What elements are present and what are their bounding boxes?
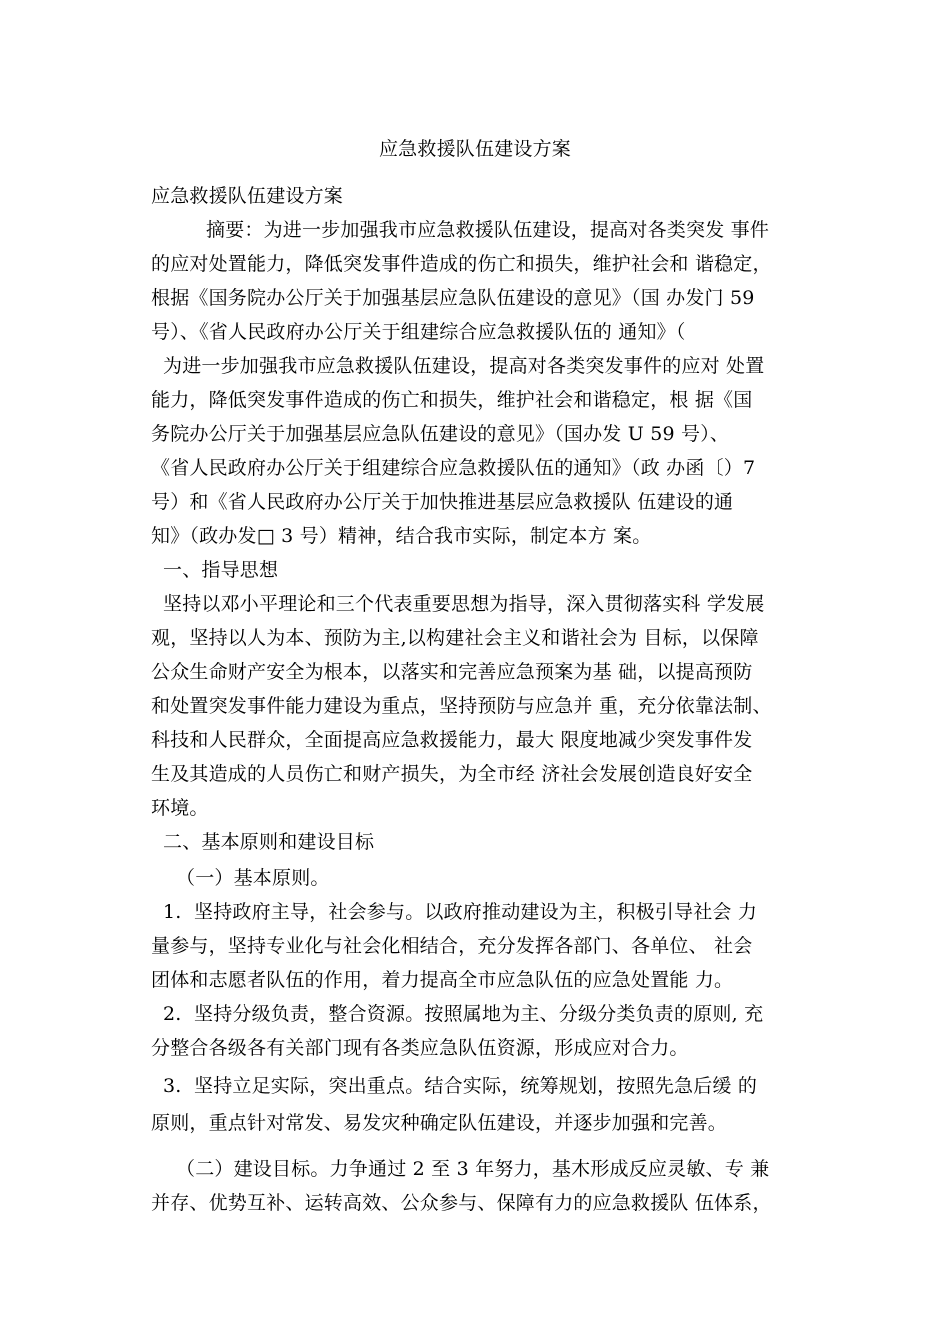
abstract-line: 号）、《省人民政府办公厅关于组建综合应急救援队伍的 通知》（ [151,321,686,343]
principle-line: 1. 坚持政府主导，社会参与。以政府推动建设为主，积极引导社会 力 [163,901,758,923]
body-line: 号）和《省人民政府办公厅关于加快推进基层应急救援队 伍建设的通 [151,491,734,513]
body-line: 生及其造成的人员伤亡和财产损失，为全市经 济社会发展创造良好安全 [151,763,753,785]
principle-line: 原则，重点针对常发、易发灾种确定队伍建设，并逐步加强和完善。 [151,1112,728,1134]
body-line: 务院办公厅关于加强基层应急队伍建设的意见》（国办发 U 59 号）、 [151,423,730,445]
section-heading: 二、基本原则和建设目标 [163,831,375,853]
abstract-line: 摘要：为进一步加强我市应急救援队伍建设，提高对各类突发 事件 [206,219,770,241]
abstract-line: 的应对处置能力，降低突发事件造成的伤亡和损失，维护社会和 谐稳定， [151,253,772,275]
abstract-line: 根据《国务院办公厅关于加强基层应急队伍建设的意见》（国 办发门 59 [151,287,755,309]
goal-line: 并存、优势互补、运转高效、公众参与、保障有力的应急救援队 伍体系， [151,1192,772,1214]
body-line: 知》（政办发□ 3 号）精神，结合我市实际，制定本方 案。 [151,525,652,547]
principle-line: 2. 坚持分级负责，整合资源。按照属地为主、分级分类负责的原则, 充 [163,1003,764,1025]
principle-line: 分整合各级各有关部门现有各类应急队伍资源，形成应对合力。 [151,1037,689,1059]
principle-line: 3. 坚持立足实际，突出重点。结合实际，统筹规划，按照先急后缓 的 [163,1075,758,1097]
subsection-heading: （一）基本原则。 [176,867,330,889]
body-line: 环境。 [151,797,209,819]
section-heading: 一、指导思想 [163,559,279,581]
document-subtitle: 应急救援队伍建设方案 [151,185,344,207]
body-line: 《省人民政府办公厅关于组建综合应急救援队伍的通知》（政 办函〔）7 [151,457,756,479]
principle-line: 量参与，坚持专业化与社会化相结合，充分发挥各部门、各单位、 社会 [151,935,753,957]
body-line: 和处置突发事件能力建设为重点，坚持预防与应急并 重，充分依靠法制、 [151,695,772,717]
body-line: 为进一步加强我市应急救援队伍建设，提高对各类突发事件的应对 处置 [163,355,765,377]
body-line: 公众生命财产安全为根本，以落实和完善应急预案为基 础，以提高预防 [151,661,753,683]
document-title: 应急救援队伍建设方案 [378,138,571,160]
body-line: 科技和人民群众，全面提高应急救援能力，最大 限度地减少突发事件发 [151,729,753,751]
body-line: 能力，降低突发事件造成的伤亡和损失，维护社会和谐稳定，根 据《国 [151,389,753,411]
goal-line: （二）建设目标。力争通过 2 至 3 年努力，基木形成反应灵敏、专 兼 [176,1158,770,1180]
principle-line: 团体和志愿者队伍的作用，着力提高全市应急队伍的应急处置能 力。 [151,969,734,991]
body-line: 坚持以邓小平理论和三个代表重要思想为指导，深入贯彻落实科 学发展 [163,593,765,615]
body-line: 观，坚持以人为本、预防为主,以构建社会主义和谐社会为 目标，以保障 [151,627,759,649]
